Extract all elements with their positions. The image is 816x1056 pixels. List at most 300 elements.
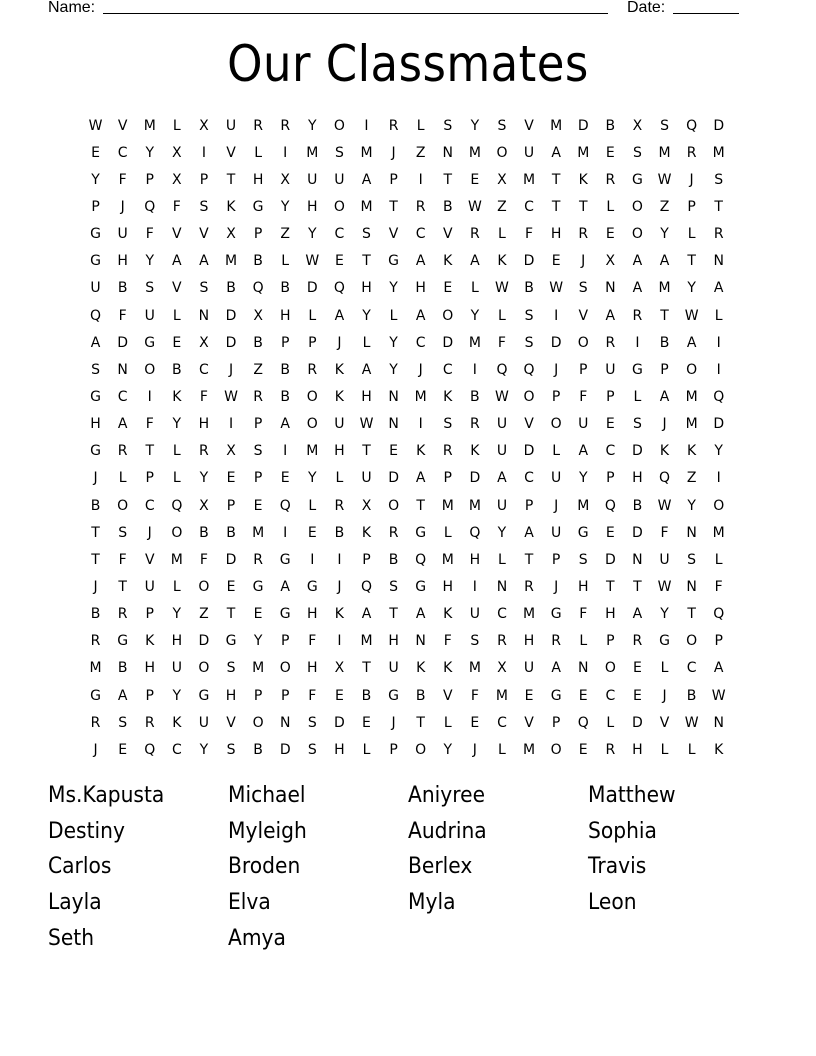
grid-letter: J [337, 334, 342, 351]
grid-letter: W [467, 198, 482, 215]
grid-letter: E [632, 687, 642, 704]
grid-letter: M [523, 741, 536, 758]
grid-letter: D [117, 334, 129, 351]
grid-letter: A [117, 416, 128, 433]
grid-letter: A [415, 307, 426, 324]
grid-letter: M [468, 144, 481, 161]
grid-letter: T [524, 551, 534, 568]
grid-letter: A [415, 470, 426, 487]
grid-letter: K [145, 633, 155, 650]
grid-letter: T [416, 714, 425, 731]
grid-letter: R [90, 633, 101, 650]
grid-letter: M [360, 144, 373, 161]
grid-letter: J [662, 416, 667, 433]
grid-letter: K [334, 388, 344, 405]
grid-letter: L [443, 524, 452, 541]
grid-letter: K [443, 606, 453, 623]
grid-letter: O [442, 307, 454, 324]
grid-letter: Z [253, 361, 263, 378]
grid-letter: M [306, 144, 319, 161]
grid-letter: B [470, 388, 480, 405]
name-blank-line [103, 13, 608, 14]
grid-letter: L [172, 117, 181, 134]
grid-letter: S [714, 171, 724, 188]
grid-letter: T [687, 253, 696, 270]
grid-letter: Y [470, 307, 480, 324]
grid-letter: L [443, 714, 452, 731]
word-list-item: Aniyree [408, 783, 486, 809]
grid-letter: Y [308, 117, 317, 134]
grid-letter: P [280, 687, 290, 704]
word-list-item: Seth [48, 925, 95, 951]
grid-letter: S [362, 226, 371, 243]
grid-letter: F [579, 606, 588, 623]
grid-letter: B [90, 497, 101, 514]
grid-letter: S [389, 578, 399, 595]
grid-letter: M [143, 117, 156, 134]
grid-letter: I [310, 551, 315, 568]
grid-letter: T [91, 551, 100, 568]
grid-letter: P [145, 171, 154, 188]
grid-letter: P [226, 497, 236, 514]
grid-letter: Q [469, 524, 481, 541]
grid-letter: Y [660, 226, 669, 243]
grid-letter: M [658, 144, 671, 161]
grid-letter: J [93, 470, 98, 487]
grid-letter: L [362, 334, 371, 351]
grid-letter: I [228, 416, 234, 433]
grid-letter: H [252, 171, 264, 188]
word-list-item: Travis [588, 854, 647, 880]
grid-letter: C [497, 606, 507, 623]
word-list-item: Destiny [48, 818, 125, 844]
grid-letter: A [415, 606, 426, 623]
grid-letter: H [225, 687, 237, 704]
grid-letter: E [578, 741, 588, 758]
grid-letter: K [578, 171, 588, 188]
grid-letter: J [581, 253, 586, 270]
grid-letter: B [334, 524, 345, 541]
grid-letter: A [605, 307, 616, 324]
grid-letter: I [283, 443, 288, 460]
grid-letter: E [470, 714, 480, 731]
grid-letter: N [496, 578, 508, 595]
grid-letter: L [498, 551, 506, 568]
grid-letter: E [443, 280, 453, 297]
grid-letter: U [605, 361, 616, 378]
grid-letter: E [118, 741, 128, 758]
grid-letter: F [118, 551, 127, 568]
grid-letter: P [606, 470, 615, 487]
grid-letter: E [172, 334, 182, 351]
grid-letter: Y [497, 524, 507, 541]
grid-letter: O [144, 361, 156, 378]
grid-letter: O [631, 226, 643, 243]
grid-letter: C [171, 741, 182, 758]
grid-letter: D [225, 551, 237, 568]
grid-letter: U [523, 660, 535, 677]
grid-letter: C [605, 443, 616, 460]
grid-letter: M [360, 198, 373, 215]
grid-letter: N [686, 578, 697, 595]
grid-letter: S [199, 198, 209, 215]
grid-letter: R [388, 524, 399, 541]
grid-letter: H [279, 307, 291, 324]
grid-letter: V [524, 714, 534, 731]
grid-letter: P [660, 361, 669, 378]
grid-letter: M [577, 144, 590, 161]
grid-letter: M [224, 253, 238, 270]
grid-letter: K [172, 714, 182, 731]
word-list-item: Audrina [408, 818, 487, 844]
grid-letter: X [172, 144, 182, 161]
grid-letter: R [469, 226, 480, 243]
grid-letter: A [334, 307, 345, 324]
grid-letter: Y [199, 741, 209, 758]
grid-letter: K [443, 388, 453, 405]
grid-letter: E [253, 606, 263, 623]
grid-letter: Y [91, 171, 100, 188]
grid-letter: P [443, 470, 452, 487]
grid-letter: U [496, 497, 508, 514]
grid-letter: R [334, 497, 345, 514]
grid-letter: L [687, 226, 696, 243]
grid-letter: R [415, 198, 426, 215]
grid-letter: T [606, 578, 615, 595]
grid-letter: G [415, 578, 427, 595]
grid-letter: D [550, 334, 562, 351]
grid-letter: Z [659, 198, 670, 215]
grid-letter: Y [145, 144, 155, 161]
grid-letter: C [497, 714, 507, 731]
grid-letter: E [91, 144, 100, 161]
grid-letter: L [389, 307, 398, 324]
grid-letter: A [632, 253, 643, 270]
grid-letter: J [391, 144, 396, 161]
grid-letter: Y [389, 334, 398, 351]
grid-letter: I [283, 524, 288, 541]
grid-letter: D [306, 280, 318, 297]
grid-letter: M [523, 171, 536, 188]
grid-letter: S [578, 280, 588, 297]
grid-letter: K [334, 361, 344, 378]
grid-letter: U [551, 524, 562, 541]
grid-letter: B [117, 660, 128, 677]
grid-letter: X [497, 660, 507, 677]
grid-letter: F [525, 226, 534, 243]
grid-letter: A [117, 687, 128, 704]
grid-letter: E [334, 687, 344, 704]
grid-letter: E [605, 524, 615, 541]
grid-letter: E [253, 497, 263, 514]
grid-letter: E [470, 171, 480, 188]
grid-letter: L [714, 307, 723, 324]
grid-letter: A [632, 280, 643, 297]
grid-letter: P [362, 551, 371, 568]
grid-letter: N [713, 714, 724, 731]
grid-letter: T [551, 198, 561, 215]
grid-letter: B [361, 687, 372, 704]
grid-letter: R [117, 443, 128, 460]
grid-letter: Z [686, 470, 697, 487]
grid-letter: W [495, 388, 509, 405]
grid-letter: D [225, 307, 237, 324]
grid-letter: G [550, 606, 562, 623]
grid-letter: H [550, 226, 562, 243]
grid-letter: F [579, 388, 588, 405]
grid-letter: N [388, 388, 399, 405]
grid-letter: E [334, 253, 344, 270]
grid-letter: U [307, 171, 318, 188]
grid-letter: O [306, 388, 318, 405]
grid-letter: Q [360, 578, 372, 595]
grid-letter: D [632, 714, 643, 731]
grid-letter: T [714, 198, 723, 215]
grid-letter: U [523, 144, 535, 161]
grid-letter: N [713, 253, 724, 270]
grid-letter: L [498, 307, 506, 324]
grid-letter: M [306, 443, 319, 460]
grid-letter: Q [279, 497, 291, 514]
grid-letter: O [198, 578, 210, 595]
word-list-item: Sophia [588, 818, 657, 844]
grid-letter: Q [90, 307, 102, 324]
grid-letter: W [359, 416, 374, 433]
grid-letter: A [659, 253, 670, 270]
grid-letter: U [225, 117, 237, 134]
grid-letter: B [90, 606, 101, 623]
grid-letter: F [308, 687, 317, 704]
grid-letter: E [307, 524, 317, 541]
grid-letter: E [551, 253, 561, 270]
grid-letter: K [659, 443, 670, 460]
grid-letter: O [306, 416, 318, 433]
grid-letter: D [713, 117, 725, 134]
grid-letter: Y [443, 741, 453, 758]
grid-letter: S [91, 361, 100, 378]
word-list-item: Ms.Kapusta [48, 783, 165, 809]
grid-letter: M [89, 660, 102, 677]
grid-letter: O [333, 117, 345, 134]
grid-letter: R [469, 416, 480, 433]
grid-letter: B [253, 253, 263, 270]
grid-letter: T [389, 606, 398, 623]
grid-letter: I [716, 334, 721, 351]
grid-letter: Y [172, 606, 182, 623]
grid-letter: U [659, 551, 670, 568]
grid-letter: M [712, 524, 725, 541]
grid-letter: L [687, 741, 696, 758]
grid-letter: X [605, 253, 616, 270]
grid-letter: F [145, 226, 154, 243]
grid-letter: M [170, 551, 183, 568]
grid-letter: O [550, 416, 562, 433]
grid-letter: U [551, 470, 562, 487]
grid-letter: S [199, 280, 209, 297]
grid-letter: K [416, 443, 426, 460]
grid-letter: Y [308, 226, 317, 243]
grid-letter: P [714, 633, 723, 650]
grid-letter: S [660, 117, 669, 134]
grid-letter: M [441, 551, 454, 568]
grid-letter: R [388, 117, 399, 134]
grid-letter: J [228, 361, 234, 378]
grid-letter: K [361, 524, 372, 541]
grid-letter: L [498, 741, 506, 758]
word-list-item: Leon [588, 890, 637, 916]
grid-letter: R [497, 633, 507, 650]
grid-letter: L [308, 307, 317, 324]
grid-letter: Q [523, 361, 535, 378]
grid-letter: Q [252, 280, 264, 297]
grid-letter: O [713, 497, 725, 514]
grid-letter: V [226, 714, 236, 731]
word-list-item: Berlex [408, 854, 473, 880]
grid-letter: I [716, 361, 721, 378]
grid-letter: R [551, 633, 561, 650]
grid-letter: T [389, 198, 398, 215]
grid-letter: C [415, 334, 426, 351]
grid-letter: P [91, 198, 100, 215]
grid-letter: L [470, 280, 479, 297]
grid-letter: B [388, 551, 399, 568]
grid-letter: H [442, 578, 454, 595]
word-list-item: Elva [228, 890, 271, 916]
grid-letter: P [687, 198, 696, 215]
grid-letter: U [90, 280, 101, 297]
grid-letter: X [632, 117, 643, 134]
grid-letter: M [252, 524, 265, 541]
grid-letter: Y [389, 280, 398, 297]
grid-letter: C [117, 388, 128, 405]
grid-letter: T [362, 443, 371, 460]
grid-letter: D [279, 741, 291, 758]
grid-letter: I [716, 470, 721, 487]
grid-letter: G [659, 633, 670, 650]
grid-letter: L [335, 470, 344, 487]
grid-letter: H [605, 606, 616, 623]
grid-letter: Q [577, 714, 589, 731]
grid-letter: U [334, 171, 345, 188]
grid-letter: O [577, 334, 589, 351]
grid-letter: P [308, 334, 317, 351]
grid-letter: J [391, 714, 396, 731]
grid-letter: Z [497, 198, 507, 215]
grid-letter: S [578, 551, 588, 568]
grid-letter: N [388, 416, 399, 433]
grid-letter: R [442, 443, 453, 460]
grid-letter: O [333, 198, 345, 215]
grid-letter: A [280, 416, 290, 433]
grid-letter: P [280, 334, 290, 351]
grid-letter: C [686, 660, 697, 677]
grid-letter: O [496, 144, 508, 161]
grid-letter: B [659, 334, 670, 351]
grid-letter: X [253, 307, 263, 324]
grid-letter: B [280, 361, 290, 378]
grid-letter: F [172, 198, 181, 215]
grid-letter: L [308, 497, 317, 514]
grid-letter: Q [713, 606, 725, 623]
grid-letter: M [523, 606, 536, 623]
grid-letter: L [172, 578, 181, 595]
grid-letter: H [632, 741, 643, 758]
grid-letter: G [577, 524, 589, 541]
grid-letter: I [201, 144, 206, 161]
grid-letter: S [253, 443, 263, 460]
grid-letter: V [442, 687, 453, 704]
grid-letter: R [144, 714, 155, 731]
grid-letter: I [283, 144, 288, 161]
grid-letter: A [497, 470, 507, 487]
grid-letter: F [199, 388, 208, 405]
grid-letter: U [388, 660, 399, 677]
grid-letter: F [118, 307, 127, 324]
grid-letter: L [552, 443, 561, 460]
grid-letter: T [91, 524, 100, 541]
grid-letter: S [226, 660, 236, 677]
grid-letter: G [415, 524, 427, 541]
word-list-item: Michael [228, 783, 306, 809]
grid-letter: M [468, 497, 481, 514]
grid-letter: H [577, 578, 589, 595]
grid-letter: T [362, 660, 371, 677]
grid-letter: M [441, 497, 454, 514]
grid-letter: X [497, 171, 507, 188]
grid-letter: S [524, 307, 534, 324]
grid-letter: U [496, 416, 508, 433]
grid-letter: S [687, 551, 697, 568]
grid-letter: L [606, 198, 615, 215]
grid-letter: F [470, 687, 479, 704]
grid-letter: F [308, 633, 317, 650]
grid-letter: U [334, 416, 345, 433]
grid-letter: Y [714, 443, 723, 460]
grid-letter: A [578, 443, 589, 460]
name-date-header [48, 0, 748, 19]
grid-letter: P [606, 388, 615, 405]
grid-letter: T [362, 253, 371, 270]
grid-letter: B [199, 524, 209, 541]
grid-letter: H [144, 660, 155, 677]
grid-letter: M [414, 388, 427, 405]
grid-letter: L [172, 443, 181, 460]
grid-letter: Q [333, 280, 345, 297]
grid-letter: U [496, 443, 508, 460]
word-list-item [408, 920, 574, 956]
grid-letter: D [632, 443, 643, 460]
grid-letter: B [524, 280, 534, 297]
grid-letter: N [442, 144, 453, 161]
grid-letter: U [469, 606, 480, 623]
grid-letter: A [361, 171, 372, 188]
grid-letter: V [172, 280, 182, 297]
grid-letter: S [443, 416, 453, 433]
grid-letter: W [549, 280, 564, 297]
grid-letter: X [361, 497, 372, 514]
grid-letter: M [712, 144, 725, 161]
grid-letter: L [172, 307, 181, 324]
grid-letter: H [198, 416, 210, 433]
grid-letter: D [225, 334, 237, 351]
grid-letter: L [172, 470, 181, 487]
grid-letter: V [172, 226, 182, 243]
grid-letter: R [307, 361, 318, 378]
grid-letter: K [443, 253, 453, 270]
word-list-item: Broden [228, 854, 301, 880]
grid-letter: P [579, 361, 588, 378]
grid-letter: W [305, 253, 320, 270]
